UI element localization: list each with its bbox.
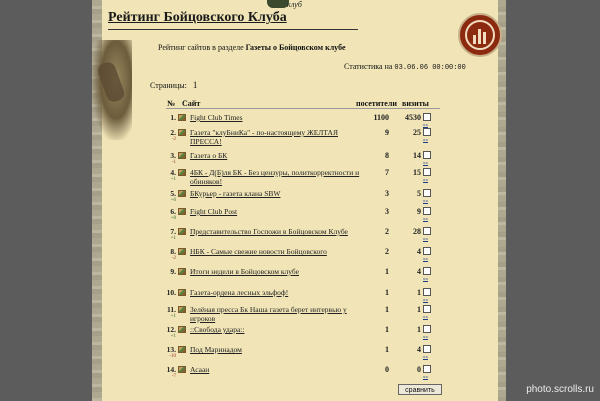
pagination <box>150 80 197 90</box>
visitors-count: 7 <box>385 168 389 177</box>
page-title[interactable]: Рейтинг Бойцовского Клуба <box>108 10 287 25</box>
rank-change: -2 <box>171 256 176 261</box>
site-link[interactable]: Газета "клуБниКа" - по-настоящему ЖЕЛТАЯ ПРЕССА! <box>190 128 338 146</box>
rank-change: +1 <box>170 314 176 319</box>
visitors-count: 0 <box>385 365 389 374</box>
table-row <box>92 325 506 343</box>
rank-change: +1 <box>170 236 176 241</box>
chart-bar-icon-2 <box>478 29 481 44</box>
club-logo-icon <box>267 0 289 8</box>
club-logo-text: клуб <box>287 0 302 9</box>
site-link[interactable]: Асаан <box>190 365 210 374</box>
site-link[interactable]: ::Свобода удара:: <box>190 325 245 334</box>
visits-count: 0 <box>417 365 421 374</box>
visits-count: 4 <box>417 247 421 256</box>
site-banner-icon[interactable] <box>178 190 186 197</box>
compare-checkbox[interactable] <box>423 325 431 333</box>
row-rank: 7. <box>170 227 176 236</box>
table-row <box>92 288 506 306</box>
row-rank: 5. <box>170 189 176 198</box>
pagination-label: Страницы: <box>150 81 187 90</box>
row-rank: 8. <box>170 247 176 256</box>
visitors-count: 1100 <box>373 113 389 122</box>
details-link[interactable]: »» <box>423 161 428 166</box>
site-link[interactable]: НБК - Самые свежие новости Бойцовского <box>190 247 327 256</box>
site-banner-icon[interactable] <box>178 129 186 136</box>
table-row <box>92 247 506 265</box>
table-row <box>92 365 506 383</box>
page-panel <box>92 0 506 401</box>
title-divider <box>108 29 358 30</box>
details-link[interactable]: »» <box>423 298 428 303</box>
visitors-count: 2 <box>385 247 389 256</box>
compare-checkbox[interactable] <box>423 113 431 121</box>
site-link[interactable]: Газета-ордена лесных эльфоф! <box>190 288 289 297</box>
column-visits: визиты <box>402 99 429 108</box>
site-link[interactable]: Fight Club Times <box>190 113 243 122</box>
visitors-count: 1 <box>385 267 389 276</box>
row-rank: 14. <box>166 365 176 374</box>
site-banner-icon[interactable] <box>178 208 186 215</box>
section-name: Газеты о Бойцовском клубе <box>245 43 346 52</box>
compare-button[interactable]: сравнить <box>398 384 442 395</box>
row-rank: 3. <box>170 151 176 160</box>
site-banner-icon[interactable] <box>178 268 186 275</box>
site-link[interactable]: Под Маринадом <box>190 345 242 354</box>
site-banner-icon[interactable] <box>178 152 186 159</box>
site-banner-icon[interactable] <box>178 326 186 333</box>
rank-change: +6 <box>170 198 176 203</box>
table-row <box>92 305 506 323</box>
visits-count: 1 <box>417 305 421 314</box>
site-banner-icon[interactable] <box>178 169 186 176</box>
details-link[interactable]: »» <box>423 178 428 183</box>
compare-checkbox[interactable] <box>423 345 431 353</box>
details-link[interactable]: »» <box>423 277 428 282</box>
table-row <box>92 227 506 245</box>
visitors-count: 1 <box>385 325 389 334</box>
chart-bar-icon-1 <box>473 35 476 44</box>
visits-count: 9 <box>417 207 421 216</box>
details-link[interactable]: »» <box>423 315 428 320</box>
table-row <box>92 189 506 207</box>
table-row <box>92 151 506 169</box>
site-banner-icon[interactable] <box>178 289 186 296</box>
compare-checkbox[interactable] <box>423 365 431 373</box>
site-link[interactable]: Зелёная пресса Бк Наша газета берет интервью у игроков <box>190 305 347 323</box>
watermark: photo.scrolls.ru <box>526 384 594 395</box>
row-rank: 2. <box>170 128 176 137</box>
site-link[interactable]: Итоги недели в Бойцовском клубе <box>190 267 299 276</box>
row-rank: 1. <box>170 113 176 122</box>
rank-change: -1 <box>171 160 176 165</box>
details-link[interactable]: »» <box>423 237 428 242</box>
visitors-count: 1 <box>385 288 389 297</box>
visitors-count: 1 <box>385 305 389 314</box>
visits-count: 1 <box>417 325 421 334</box>
visitors-count: 3 <box>385 189 389 198</box>
visits-count: 4530 <box>405 113 421 122</box>
bar-chart-icon[interactable] <box>458 13 502 57</box>
site-link[interactable]: 4БК - Д(Б)ля БК - Без цензуры, политкорректности и обиняков! <box>190 168 360 186</box>
rank-change: +8 <box>170 216 176 221</box>
site-banner-icon[interactable] <box>178 306 186 313</box>
details-link[interactable]: »» <box>423 375 428 380</box>
visits-count: 28 <box>413 227 421 236</box>
column-visitors: посетители <box>356 99 397 108</box>
row-rank: 11. <box>167 305 176 314</box>
visitors-count: 9 <box>385 128 389 137</box>
site-link[interactable]: Представительство Госпожи в Бойцовском Клубе <box>190 227 348 236</box>
compare-checkbox[interactable] <box>423 305 431 313</box>
compare-checkbox[interactable] <box>423 168 431 176</box>
visits-count: 4 <box>417 345 421 354</box>
compare-checkbox[interactable] <box>423 128 431 136</box>
rank-change: -2 <box>171 137 176 142</box>
table-row <box>92 168 506 186</box>
row-rank: 4. <box>170 168 176 177</box>
visitors-count: 2 <box>385 227 389 236</box>
site-link[interactable]: Газета о БК <box>190 151 228 160</box>
table-row <box>92 267 506 285</box>
stats-label: Статистика на <box>344 62 393 71</box>
subtitle-prefix: Рейтинг сайтов в разделе <box>158 43 244 52</box>
compare-checkbox[interactable] <box>423 189 431 197</box>
site-link[interactable]: БКурьер - газета клана SBW <box>190 189 281 198</box>
visitors-count: 8 <box>385 151 389 160</box>
row-rank: 10. <box>166 288 176 297</box>
compare-checkbox[interactable] <box>423 267 431 275</box>
details-link[interactable]: »» <box>423 355 428 360</box>
compare-checkbox[interactable] <box>423 151 431 159</box>
stats-date: 03.06.06 00:00:00 <box>394 64 466 72</box>
table-row <box>92 128 506 146</box>
column-number: № <box>167 99 176 108</box>
row-rank: 12. <box>166 325 176 334</box>
table-row <box>92 345 506 363</box>
stats-date-line <box>344 62 466 72</box>
details-link[interactable]: »» <box>423 257 428 262</box>
page-number[interactable]: 1 <box>192 80 198 90</box>
details-link[interactable]: »» <box>423 199 428 204</box>
visits-count: 5 <box>417 189 421 198</box>
compare-checkbox[interactable] <box>423 247 431 255</box>
details-link[interactable]: »» <box>423 335 428 340</box>
row-rank: 6. <box>170 207 176 216</box>
site-link[interactable]: Fight Club Post <box>190 207 238 216</box>
visitors-count: 3 <box>385 207 389 216</box>
rank-change: +1 <box>170 177 176 182</box>
chart-bar-icon-3 <box>483 32 486 44</box>
rank-change: -10 <box>169 354 176 359</box>
row-rank: 9. <box>170 267 176 276</box>
site-banner-icon[interactable] <box>178 366 186 373</box>
site-banner-icon[interactable] <box>178 228 186 235</box>
visits-count: 15 <box>413 168 421 177</box>
table-row <box>92 207 506 225</box>
site-banner-icon[interactable] <box>178 346 186 353</box>
compare-checkbox[interactable] <box>423 288 431 296</box>
details-link[interactable]: »» <box>423 217 428 222</box>
details-link[interactable]: »» <box>423 138 428 143</box>
visitors-count: 1 <box>385 345 389 354</box>
header-divider <box>166 108 440 109</box>
compare-checkbox[interactable] <box>423 227 431 235</box>
visits-count: 4 <box>417 267 421 276</box>
visits-count: 1 <box>417 288 421 297</box>
rank-change: +1 <box>170 334 176 339</box>
details-link[interactable]: »» <box>423 123 428 128</box>
column-site: Сайт <box>182 99 201 108</box>
site-banner-icon[interactable] <box>178 248 186 255</box>
row-rank: 13. <box>166 345 176 354</box>
section-subtitle <box>158 43 346 52</box>
visits-count: 25 <box>413 128 421 137</box>
compare-checkbox[interactable] <box>423 207 431 215</box>
rank-change: -7 <box>171 374 176 379</box>
visits-count: 14 <box>413 151 421 160</box>
site-banner-icon[interactable] <box>178 114 186 121</box>
